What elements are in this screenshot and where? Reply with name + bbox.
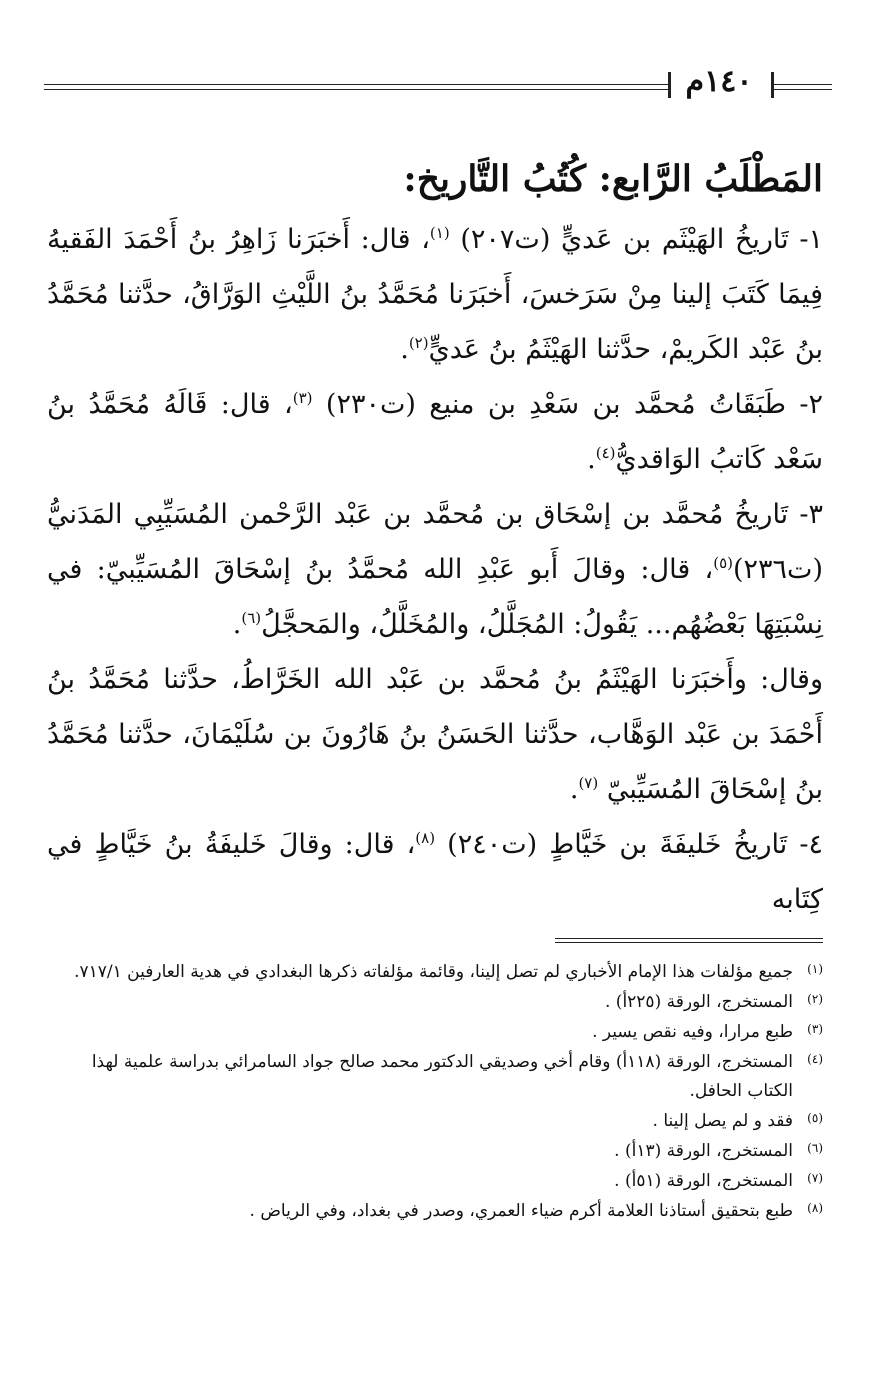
paragraph (47, 817, 823, 927)
footnote-text: المستخرج، الورقة (١١٨أ) وقام أخي وصديقي الدكتور محمد صالح جواد السامرائي بدراسة علمية لهذا الكتاب الحافل. (91, 1052, 793, 1101)
footnote-mark: (٨) (807, 1201, 823, 1215)
footnote-text: المستخرج، الورقة (٢٢٥أ) . (605, 992, 793, 1012)
footnote-separator (555, 938, 823, 943)
footnote-reference[interactable]: (٨) (415, 829, 436, 847)
footnote-text: طبع بتحقيق أستاذنا العلامة أكرم ضياء العمري، وصدر في بغداد، وفي الرياض . (249, 1201, 793, 1221)
footnotes (53, 958, 823, 1227)
footnote-text: المستخرج، الورقة (١٣أ) . (614, 1141, 793, 1161)
page-header (44, 62, 832, 102)
paragraph-text: وقال: وأَخبَرَنا الهَيْثَمُ بنُ مُحمَّد بن عَبْد الله الخَرَّاطُ، حدَّثنا مُحَمَّدُ بنُ أَحْمَدَ بن عَبْد الوَهَّاب، حدَّثنا الحَسَنُ بنُ هَارُونَ بن سُلَيْمَانَ، حدَّثنا مُحَمَّدُ بنُ إسْحَاقَ المُسَيِّبيّ (47, 664, 823, 805)
body-text (47, 212, 823, 927)
paragraph-text: . (400, 334, 409, 365)
item-number: ١- (799, 224, 823, 255)
footnote-reference[interactable]: (١) (429, 224, 450, 242)
paragraph (47, 212, 823, 377)
paragraph (47, 377, 823, 487)
header-rule (44, 84, 670, 90)
item-number: ٢- (799, 389, 823, 420)
footnote-text: المستخرج، الورقة (٥١أ) . (614, 1171, 793, 1191)
footnote-reference[interactable]: (٧) (578, 774, 599, 792)
paragraph-text: ، قال: قَالَهُ مُحَمَّدُ بنُ سَعْد كَاتبُ الوَاقديُّ (47, 389, 823, 475)
paragraph (47, 652, 823, 817)
footnote-reference[interactable]: (٣) (292, 389, 313, 407)
item-number: ٣- (799, 499, 823, 530)
footnote (53, 1167, 823, 1196)
footnote-reference[interactable]: (٤) (595, 444, 616, 462)
footnote (53, 988, 823, 1017)
footnote (53, 1048, 823, 1106)
main-text (47, 150, 823, 927)
footnote-reference[interactable]: (٢) (408, 334, 429, 352)
page-number: ١٤٠م (685, 64, 753, 99)
header-rule (772, 84, 832, 90)
footnote (53, 1018, 823, 1047)
paragraph-text: تَاريخُ خَليفَةَ بن خَيَّاطٍ (ت٢٤٠) (447, 829, 788, 860)
header-divider (668, 72, 671, 98)
footnote (53, 958, 823, 987)
footnote-reference[interactable]: (٥) (713, 554, 733, 572)
footnote-text: طبع مرارا، وفيه نقص يسير . (592, 1022, 793, 1042)
paragraph-text: . (587, 444, 596, 475)
footnote (53, 1107, 823, 1136)
footnote-mark: (٤) (807, 1052, 823, 1066)
paragraph (47, 487, 823, 652)
footnote-reference[interactable]: (٦) (241, 609, 262, 627)
paragraph-text: ، قال: أَخبَرَنا زَاهِرُ بنُ أَحْمَدَ الفَقيهُ فِيمَا كَتَبَ إلينا مِنْ سَرَخسَ، أَخبَرَنا مُحَمَّدُ بنُ اللَّيْثِ الوَرَّاقُ، حدَّثنا مُحَمَّدُ بنُ عَبْد الكَريمْ، حدَّثنا الهَيْثَمُ بنُ عَديٍّ (47, 224, 823, 365)
paragraph-text: ، قال: وقالَ أَبو عَبْدِ الله مُحمَّدُ بنُ إسْحَاقَ المُسَيِّبيّ: في نِسْبَتِهَا بَعْضُهُم... يَقُولُ: المُجَلَّلُ، والمُخَلَّلُ، والمَحجَّلُ (47, 554, 823, 640)
paragraph-text: . (569, 774, 579, 805)
paragraph-text: . (232, 609, 242, 640)
paragraph-text: تَاريخُ الهَيْثَم بن عَديٍّ (ت٢٠٧) (460, 224, 789, 255)
paragraph-text: تَاريخُ مُحمَّد بن إسْحَاق بن مُحمَّد بن عَبْد الرَّحْمن المُسَيِّبِي المَدَنيُّ (ت٢٣٦) (47, 499, 823, 585)
paragraph-text: طَبَقَاتُ مُحمَّد بن سَعْدِ بن منيع (ت٢٣٠) (325, 389, 786, 420)
footnote-mark: (٥) (807, 1111, 823, 1125)
footnote (53, 1197, 823, 1226)
footnote-mark: (١) (807, 962, 823, 976)
footnote-mark: (٧) (807, 1171, 823, 1185)
section-heading: المَطْلَبُ الرَّابع: كُتُبُ التَّاريخ: (403, 158, 823, 200)
footnote-text: جميع مؤلفات هذا الإمام الأخباري لم تصل إلينا، وقائمة مؤلفاته ذكرها البغدادي في هدية العارفين ٧١٧/١. (74, 962, 793, 982)
footnote (53, 1137, 823, 1166)
paragraph-text: ، قال: وقالَ خَليفَةُ بنُ خَيَّاطٍ في كِتَابه (47, 829, 823, 915)
footnote-text: فقد و لم يصل إلينا . (652, 1111, 793, 1131)
item-number: ٤- (799, 829, 823, 860)
footnote-mark: (٦) (807, 1141, 823, 1155)
footnote-mark: (٢) (807, 992, 823, 1006)
footnote-mark: (٣) (807, 1022, 823, 1036)
